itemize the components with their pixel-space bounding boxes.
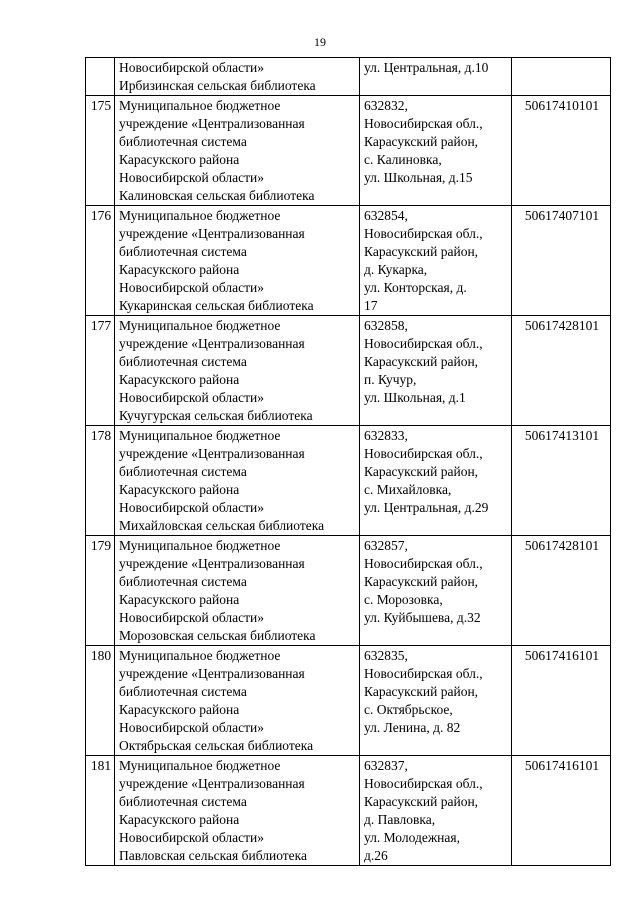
- postal-address: 632854, Новосибирская обл., Карасукский район, д. Кукарка, ул. Конторская, д. 17: [360, 206, 512, 316]
- oktmo-code: 50617410101: [512, 96, 611, 206]
- institution-name: Муниципальное бюджетное учреждение «Централизованная библиотечная система Карасукского района Новосибирской области» Морозовская сельская библиотека: [115, 536, 360, 646]
- postal-address: 632832, Новосибирская обл., Карасукский район, с. Калиновка, ул. Школьная, д.15: [360, 96, 512, 206]
- row-number: 180: [86, 646, 115, 756]
- row-number: 175: [86, 96, 115, 206]
- table-row: [86, 316, 611, 426]
- postal-address: 632837, Новосибирская обл., Карасукский район, д. Павловка, ул. Молодежная, д.26: [360, 756, 512, 866]
- libraries-table: [85, 57, 611, 866]
- institution-name: Муниципальное бюджетное учреждение «Централизованная библиотечная система Карасукского района Новосибирской области» Михайловская сельская библиотека: [115, 426, 360, 536]
- institution-name: Муниципальное бюджетное учреждение «Централизованная библиотечная система Карасукского района Новосибирской области» Октябрьская сельская библиотека: [115, 646, 360, 756]
- oktmo-code: 50617413101: [512, 426, 611, 536]
- institution-name: Муниципальное бюджетное учреждение «Централизованная библиотечная система Карасукского района Новосибирской области» Кукаринская сельская библиотека: [115, 206, 360, 316]
- row-number: 181: [86, 756, 115, 866]
- table-row: [86, 206, 611, 316]
- oktmo-code: 50617407101: [512, 206, 611, 316]
- postal-address: 632858, Новосибирская обл., Карасукский район, п. Кучур, ул. Школьная, д.1: [360, 316, 512, 426]
- oktmo-code: 50617416101: [512, 646, 611, 756]
- table-row: [86, 58, 611, 96]
- oktmo-code: 50617428101: [512, 316, 611, 426]
- table-row: [86, 646, 611, 756]
- table-row: [86, 536, 611, 646]
- row-number: 177: [86, 316, 115, 426]
- table-row: [86, 426, 611, 536]
- row-number: 176: [86, 206, 115, 316]
- oktmo-code: [512, 58, 611, 96]
- page-number: 19: [314, 35, 326, 49]
- institution-name: Муниципальное бюджетное учреждение «Централизованная библиотечная система Карасукского района Новосибирской области» Павловская сельская библиотека: [115, 756, 360, 866]
- postal-address: 632833, Новосибирская обл., Карасукский район, с. Михайловка, ул. Центральная, д.29: [360, 426, 512, 536]
- table-row: [86, 96, 611, 206]
- postal-address: 632857, Новосибирская обл., Карасукский район, с. Морозовка, ул. Куйбышева, д.32: [360, 536, 512, 646]
- oktmo-code: 50617428101: [512, 536, 611, 646]
- postal-address: ул. Центральная, д.10: [360, 58, 512, 96]
- institution-name: Муниципальное бюджетное учреждение «Централизованная библиотечная система Карасукского района Новосибирской области» Калиновская сельская библиотека: [115, 96, 360, 206]
- row-number: [86, 58, 115, 96]
- table-row: [86, 756, 611, 866]
- institution-name: Муниципальное бюджетное учреждение «Централизованная библиотечная система Карасукского района Новосибирской области» Кучугурская сельская библиотека: [115, 316, 360, 426]
- oktmo-code: 50617416101: [512, 756, 611, 866]
- postal-address: 632835, Новосибирская обл., Карасукский район, с. Октябрьское, ул. Ленина, д. 82: [360, 646, 512, 756]
- row-number: 178: [86, 426, 115, 536]
- row-number: 179: [86, 536, 115, 646]
- institution-name: Новосибирской области» Ирбизинская сельская библиотека: [115, 58, 360, 96]
